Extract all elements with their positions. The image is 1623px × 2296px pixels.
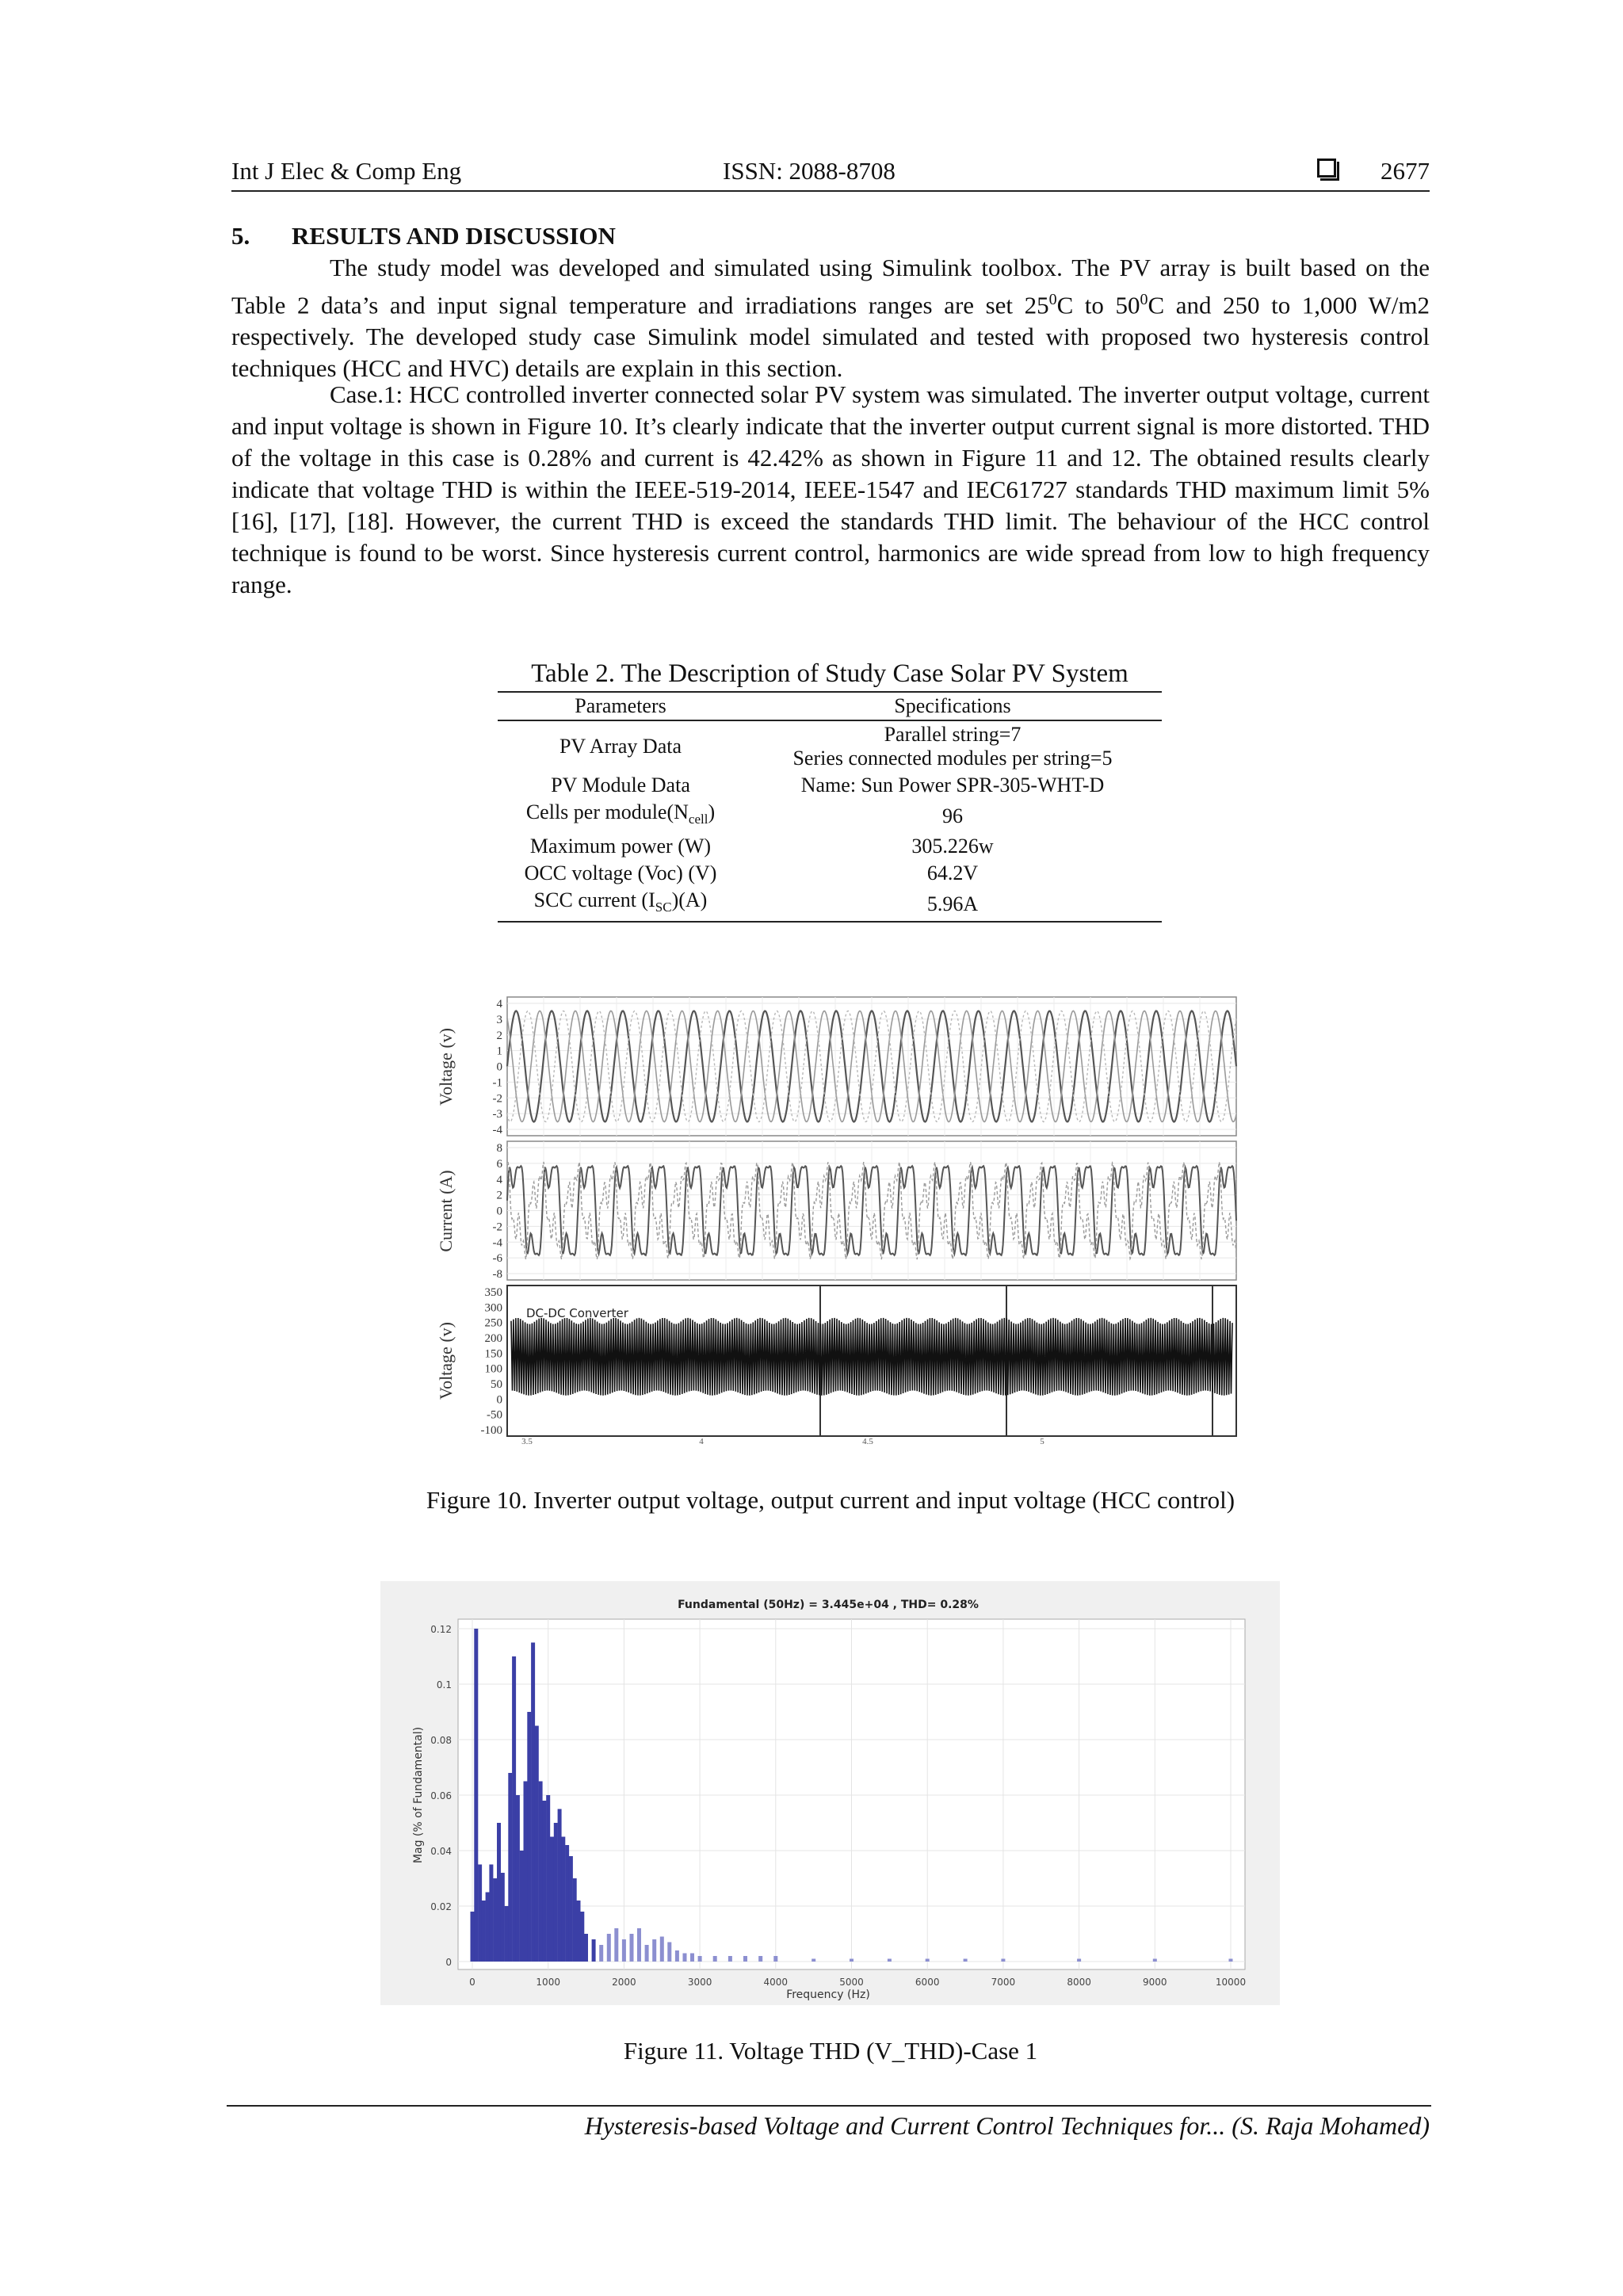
table-cell (498, 799, 743, 833)
table-cell (743, 720, 1162, 772)
harmonic-bar (630, 1934, 634, 1962)
harmonic-bar (652, 1939, 656, 1962)
table-cell: 5.96A (743, 887, 1162, 922)
y-tick-label: 350 (484, 1286, 502, 1299)
harmonic-bar (482, 1901, 486, 1962)
specs-table (498, 691, 1162, 923)
harmonic-bar (584, 1934, 588, 1962)
y-tick-label: 1 (496, 1045, 502, 1058)
harmonic-bar (637, 1928, 641, 1962)
table-row (498, 833, 1162, 860)
harmonic-bar (493, 1878, 497, 1962)
x-tick-label: 8000 (1067, 1977, 1091, 1988)
y-tick-label: 0.1 (436, 1679, 452, 1690)
y-tick-label: 0.02 (430, 1901, 452, 1912)
harmonic-bar (516, 1795, 520, 1962)
harmonic-bar (546, 1795, 550, 1962)
harmonic-bar (554, 1823, 558, 1962)
x-tick-label: 6000 (915, 1977, 940, 1988)
page-header (231, 152, 1430, 192)
y-tick-label: 0 (496, 1393, 502, 1407)
journal-name: Int J Elec & Comp Eng (231, 157, 462, 185)
harmonic-bar (577, 1901, 581, 1962)
y-tick-label: -4 (492, 1124, 502, 1137)
table-cell: PV Array Data (559, 735, 682, 758)
y-tick-label: 4 (496, 1173, 502, 1186)
harmonic-bar (675, 1950, 679, 1962)
harmonic-bar (474, 1629, 478, 1962)
table-row (498, 860, 1162, 887)
harmonic-bar (561, 1837, 565, 1962)
harmonic-bar (599, 1945, 603, 1962)
harmonic-bar (1001, 1959, 1005, 1962)
x-axis-label: Frequency (Hz) (786, 1988, 870, 2001)
table-cell (498, 887, 743, 922)
y-tick-label: -6 (492, 1252, 502, 1266)
harmonic-bar (743, 1956, 747, 1962)
waveform-plot (420, 992, 1244, 1444)
y-axis-label-current: Current (A) (436, 1170, 456, 1252)
paragraph-case1 (231, 379, 1430, 601)
harmonic-bar (520, 1851, 524, 1962)
harmonic-bar (964, 1959, 968, 1962)
harmonic-bar (535, 1726, 539, 1962)
x-tick-label: 4 (699, 1437, 704, 1444)
y-tick-label: 200 (484, 1332, 502, 1345)
thd-bar-chart (380, 1581, 1280, 2005)
y-tick-label: 100 (484, 1362, 502, 1376)
section-title: RESULTS AND DISCUSSION (292, 222, 616, 250)
figure-11-caption: Figure 11. Voltage THD (V_THD)-Case 1 (623, 2037, 1038, 2065)
harmonic-bar (622, 1939, 626, 1962)
y-tick-label: -2 (492, 1221, 502, 1234)
figure-10-waveforms (420, 992, 1244, 1444)
legend-dc-converter: DC-DC Converter (526, 1306, 628, 1320)
table-cell: Maximum power (W) (529, 835, 712, 858)
harmonic-bar (580, 1912, 584, 1962)
superscript: 0 (1048, 291, 1057, 308)
x-tick-label: 4.5 (862, 1437, 873, 1444)
harmonic-bar (683, 1954, 687, 1962)
table-row (498, 720, 1162, 772)
subscript: cell (688, 812, 708, 827)
paragraph-intro (231, 252, 1430, 384)
x-tick-label: 7000 (991, 1977, 1016, 1988)
section-number: 5. (231, 222, 250, 250)
table-cell: 305.226w (911, 835, 994, 858)
y-tick-label: 0 (445, 1957, 452, 1968)
harmonic-bar (660, 1937, 664, 1962)
y-tick-label: 4 (496, 998, 502, 1010)
paragraph-text: C to 50 (1056, 291, 1140, 319)
column-header: Specifications (743, 692, 1162, 720)
table-row (498, 772, 1162, 799)
paragraph-text: Case.1: HCC controlled inverter connected solar PV system was simulated. The inverter output voltage, current and input voltage is shown in Figure 10. It’s clearly indicate that the inverter output current signal is more distorted. THD of the voltage in this case is 0.28% and current is 42.42% as shown in Figure 11 and 12. The obtained results clearly indicate that voltage THD is within the IEEE-519-2014, IEEE-1547 and IEC61727 standards THD maximum limit 5% [16], [17], [18]. However, the current THD is exceed the standards THD limit. The behaviour of the HCC control technique is found to be worst. Since hysteresis current control, harmonics are wide spread from low to high frequency range. (231, 380, 1430, 598)
x-tick-label: 1000 (536, 1977, 560, 1988)
harmonic-bar (569, 1856, 573, 1962)
footer-rule (227, 2105, 1431, 2107)
harmonic-bar (505, 1906, 509, 1962)
y-tick-label: -3 (492, 1108, 502, 1121)
y-tick-label: 0.12 (430, 1624, 452, 1635)
table-row (498, 799, 1162, 833)
y-tick-label: -8 (492, 1268, 502, 1281)
harmonic-bar (508, 1773, 512, 1962)
y-tick-label: 0.04 (430, 1846, 452, 1857)
table-cell: 96 (942, 804, 963, 827)
x-tick-label: 3000 (687, 1977, 712, 1988)
x-tick-label: 5000 (839, 1977, 864, 1988)
harmonic-bar (667, 1943, 671, 1962)
x-tick-label: 3.5 (521, 1437, 533, 1444)
harmonic-bar (1153, 1959, 1157, 1962)
y-tick-label: 8 (496, 1142, 502, 1155)
harmonic-bar (527, 1712, 531, 1962)
x-tick-label: 0 (469, 1977, 475, 1988)
harmonic-bar (1229, 1959, 1233, 1962)
cell-text: )(A) (671, 888, 708, 912)
issn: ISSN: 2088-8708 (723, 157, 896, 185)
harmonic-bar (758, 1956, 762, 1962)
x-tick-label: 9000 (1143, 1977, 1167, 1988)
harmonic-bar (713, 1956, 717, 1962)
harmonic-bar (531, 1643, 535, 1962)
y-tick-label: 50 (491, 1378, 502, 1391)
cell-line: Parallel string=7 (884, 723, 1022, 746)
harmonic-bar (698, 1956, 702, 1962)
x-tick-label: 2000 (612, 1977, 636, 1988)
y-tick-label: 2 (496, 1189, 502, 1202)
cell-text: SCC current (I (533, 888, 655, 912)
y-axis-label-dc-voltage: Voltage (v) (436, 1322, 456, 1400)
harmonic-bar (486, 1893, 490, 1962)
y-tick-label: -1 (492, 1076, 502, 1090)
y-tick-label: 2 (496, 1029, 502, 1042)
harmonic-bar (850, 1959, 854, 1962)
table-cell: PV Module Data (551, 774, 690, 797)
harmonic-bar (728, 1956, 732, 1962)
harmonic-bar (1077, 1959, 1081, 1962)
harmonic-bar (512, 1656, 516, 1962)
harmonic-bar (812, 1959, 815, 1962)
harmonic-bar (607, 1934, 611, 1962)
harmonic-bar (573, 1878, 577, 1962)
harmonic-bar (489, 1865, 493, 1962)
y-tick-label: -100 (480, 1424, 502, 1437)
harmonic-bar (592, 1939, 596, 1962)
y-axis-label: Mag (% of Fundamental) (412, 1726, 425, 1864)
harmonic-bar (645, 1945, 649, 1962)
figure-10-caption: Figure 10. Inverter output voltage, output current and input voltage (HCC control) (426, 1486, 1235, 1514)
paragraph-text: The study model was developed and simulated using Simulink toolbox. The PV array is built based on the Table 2 data’s and input signal temperature and irradiations ranges are set 25 (231, 254, 1430, 319)
table-cell: 64.2V (926, 861, 979, 885)
y-tick-label: -2 (492, 1092, 502, 1106)
subscript: SC (655, 900, 672, 915)
harmonic-bar (550, 1837, 554, 1962)
harmonic-bar (773, 1956, 777, 1962)
harmonic-bar (478, 1865, 482, 1962)
chart-title: Fundamental (50Hz) = 3.445e+04 , THD= 0.28% (678, 1599, 979, 1611)
section-heading (231, 222, 616, 250)
x-tick-label: 5 (1040, 1437, 1044, 1444)
harmonic-bar (888, 1959, 892, 1962)
harmonic-bar (558, 1809, 562, 1962)
harmonic-bar (690, 1954, 694, 1962)
y-axis-label-voltage: Voltage (v) (436, 1028, 456, 1106)
y-tick-label: -50 (487, 1408, 502, 1422)
harmonic-bar (542, 1801, 546, 1962)
box-icon (1317, 159, 1336, 178)
harmonic-bar (501, 1873, 505, 1962)
page-number: 2677 (1381, 157, 1430, 185)
harmonic-bar (471, 1912, 475, 1962)
superscript: 0 (1140, 291, 1148, 308)
y-tick-label: 0 (496, 1205, 502, 1218)
y-tick-label: 3 (496, 1013, 502, 1026)
table-caption: Table 2. The Description of Study Case Solar PV System (531, 659, 1128, 688)
page-footer: Hysteresis-based Voltage and Current Control Techniques for... (S. Raja Mohamed) (584, 2111, 1430, 2140)
y-tick-label: 6 (496, 1157, 502, 1171)
harmonic-bar (539, 1782, 543, 1962)
table-header-row (498, 692, 1162, 720)
y-tick-label: 0.06 (430, 1790, 452, 1801)
cell-text: Cells per module(N (525, 800, 689, 823)
y-tick-label: 150 (484, 1347, 502, 1361)
table-row (498, 887, 1162, 922)
harmonic-bar (614, 1928, 618, 1962)
y-tick-label: 0.08 (430, 1735, 452, 1746)
column-header: Parameters (498, 692, 743, 720)
harmonic-bar (497, 1823, 501, 1962)
harmonic-bar (565, 1845, 569, 1962)
table-cell: OCC voltage (Voc) (V) (524, 861, 717, 885)
x-tick-label: 4000 (763, 1977, 789, 1988)
paragraph-text: C and 250 to 1,000 W/m2 respectively. The developed study case Simulink model simulated and tested with proposed two hysteresis control techniques (HCC and HVC) details are explain in this section. (231, 291, 1430, 383)
cell-text: ) (708, 800, 716, 823)
y-tick-label: 250 (484, 1316, 502, 1330)
table-cell: Name: Sun Power SPR-305-WHT-D (800, 774, 1105, 797)
x-tick-label: 10000 (1215, 1977, 1247, 1988)
harmonic-bar (524, 1782, 528, 1962)
figure-11-thd-chart (380, 1581, 1280, 2005)
y-tick-label: 0 (496, 1060, 502, 1074)
y-tick-label: -4 (492, 1236, 502, 1250)
y-tick-label: 300 (484, 1301, 502, 1315)
harmonic-bar (926, 1959, 930, 1962)
cell-line: Series connected modules per string=5 (792, 747, 1113, 770)
